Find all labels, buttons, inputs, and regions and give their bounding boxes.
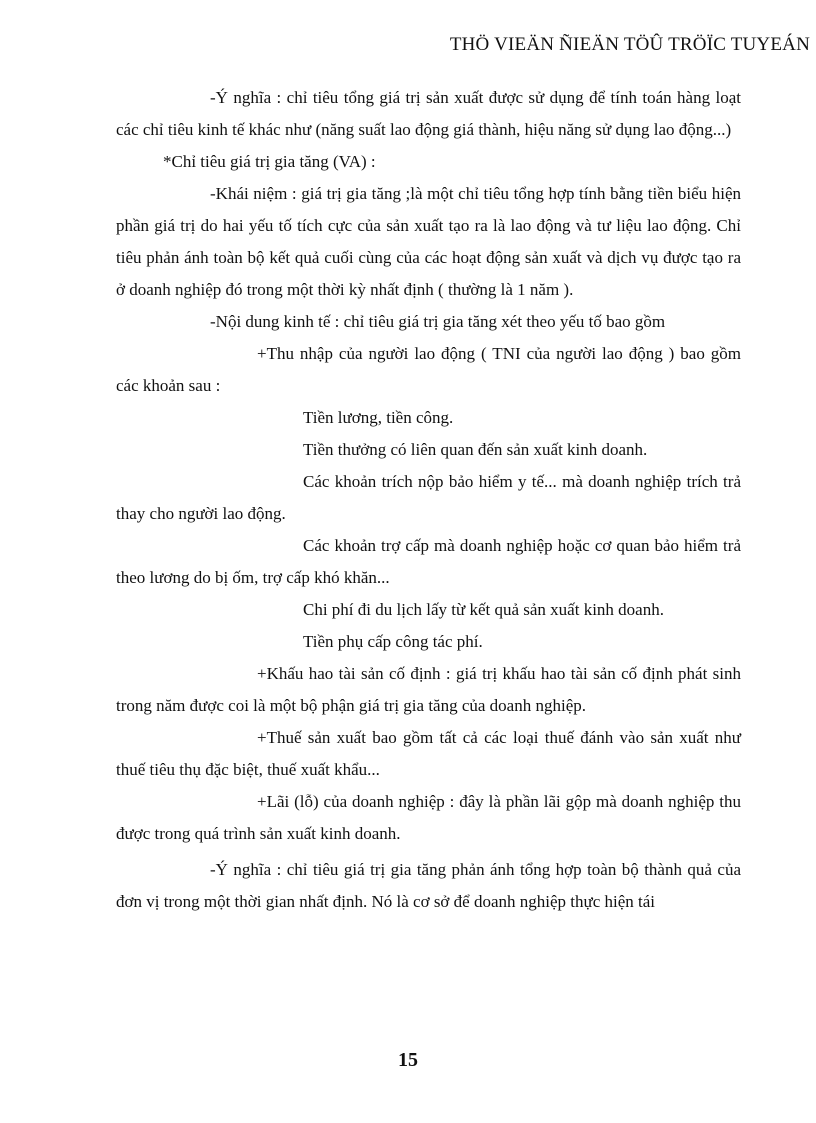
list-item-allowances: Các khoản trợ cấp mà doanh nghiệp hoặc cơ quan bảo hiểm trả theo lương do bị ốm, trợ cấp khó khăn...	[116, 536, 741, 587]
list-item-wages: Tiền lương, tiền công.	[303, 408, 454, 427]
list-item-bonuses: Tiền thưởng có liên quan đến sản xuất kinh doanh.	[303, 440, 648, 459]
paragraph-total-output-meaning: -Ý nghĩa : chỉ tiêu tổng giá trị sản xuất được sử dụng để tính toán hàng loạt các chỉ tiêu kinh tế khác như (năng suất lao động giá thành, hiệu năng sử dụng lao động...)	[116, 88, 741, 139]
paragraph-production-tax: +Thuế sản xuất bao gồm tất cả các loại thuế đánh vào sản xuất như thuế tiêu thụ đặc biệt, thuế xuất khẩu...	[116, 728, 741, 779]
paragraph-profit-loss: +Lãi (lỗ) của doanh nghiệp : đây là phần lãi gộp mà doanh nghiệp thu được trong quá trình sản xuất kinh doanh.	[116, 792, 741, 843]
list-item-travel-costs: Chi phí đi du lịch lấy từ kết quả sản xuất kinh doanh.	[303, 600, 664, 619]
document-body	[116, 82, 741, 918]
list-item-insurance: Các khoản trích nộp bảo hiểm y tế... mà doanh nghiệp trích trả thay cho người lao động.	[116, 472, 741, 523]
paragraph-worker-income: +Thu nhập của người lao động ( TNI của người lao động ) bao gồm các khoản sau :	[116, 344, 741, 395]
paragraph-va-heading: *Chỉ tiêu giá trị gia tăng (VA) :	[163, 152, 376, 171]
paragraph-va-economic-content: -Nội dung kinh tế : chỉ tiêu giá trị gia tăng xét theo yếu tố bao gồm	[210, 312, 666, 331]
page-header-title: THÖ VIEÄN ÑIEÄN TÖÛ TRÖÏC TUYEÁN	[449, 34, 810, 55]
list-item-business-allowance: Tiền phụ cấp công tác phí.	[303, 632, 483, 651]
page-number: 15	[398, 1049, 418, 1071]
paragraph-depreciation: +Khấu hao tài sản cố định : giá trị khấu hao tài sản cố định phát sinh trong năm được coi là một bộ phận giá trị gia tăng của doanh nghiệp.	[116, 664, 741, 715]
paragraph-va-concept: -Khái niệm : giá trị gia tăng ;là một chỉ tiêu tổng hợp tính bằng tiền biểu hiện phần giá trị do hai yếu tố tích cực của sản xuất tạo ra là lao động và tư liệu lao động. Chỉ tiêu phản ánh toàn bộ kết quả cuối cùng của các hoạt động sản xuất và dịch vụ được tạo ra ở doanh nghiệp đó trong một thời kỳ nhất định ( thường là 1 năm ).	[116, 184, 741, 299]
paragraph-va-meaning: -Ý nghĩa : chỉ tiêu giá trị gia tăng phản ánh tổng hợp toàn bộ thành quả của đơn vị trong một thời gian nhất định. Nó là cơ sở để doanh nghiệp thực hiện tái	[116, 860, 741, 911]
